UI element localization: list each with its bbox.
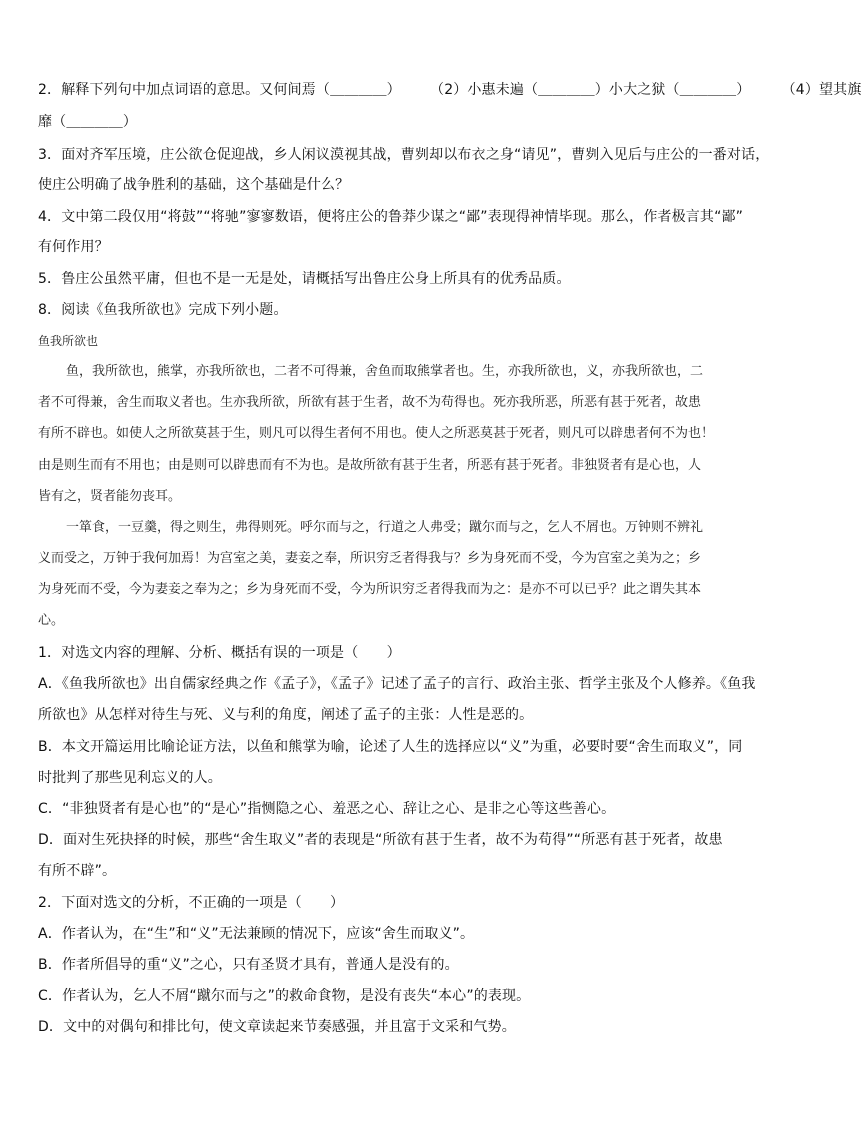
passage-p1-line-3: 有所不辟也。如使人之所欲莫甚于生，则凡可以得生者何不用也。使人之所恶莫甚于死者，则凡可以辟患者何不为也！ xyxy=(38,426,715,441)
sub1-option-a-line-1: A．《鱼我所欲也》出自儒家经典之作《孟子》，《孟子》记述了孟子的言行、政治主张、哲学主张及个人修养。《鱼我 xyxy=(38,676,756,692)
passage-title: 鱼我所欲也 xyxy=(38,334,99,348)
passage-p2-line-4: 心。 xyxy=(38,613,65,628)
passage-p2-line-1: 一箪食，一豆羹，得之则生，弗得则死。呼尔而与之，行道之人弗受；蹴尔而与之，乞人不屑也。万钟则不辨礼 xyxy=(66,520,704,535)
q4-line-2: 有何作用？ xyxy=(38,239,109,255)
q3-line-1: 3．面对齐军压境，庄公欲仓促迎战，乡人闲议漠视其战，曹刿却以布衣之身“请见”，曹刿入见后与庄公的一番对话， xyxy=(38,147,770,163)
q2-text-f: （4）望其旗 xyxy=(781,82,861,98)
q8-heading: 8．阅读《鱼我所欲也》完成下列小题。 xyxy=(38,302,288,318)
sub1-stem: 1．对选文内容的理解、分析、概括有误的一项是（ ） xyxy=(38,645,401,661)
q2-blank-4: ＿＿＿＿ xyxy=(66,114,123,130)
q2-text-e: ） xyxy=(736,82,751,98)
q4-line-1: 4．文中第二段仅用“将鼓”“将驰”寥寥数语，便将庄公的鲁莽少谋之“鄙”表现得神情毕现。那么，作者极言其“鄙” xyxy=(38,209,744,225)
sub1-option-d-line-1: D．面对生死抉择的时候，那些“舍生取义”者的表现是“所欲有甚于生者，故不为苟得”“所恶有甚于死者，故患 xyxy=(38,832,723,848)
sub1-option-a-line-2: 所欲也》从怎样对待生与死、义与利的角度，阐述了孟子的主张：人性是恶的。 xyxy=(38,707,534,723)
q3-line-2: 使庄公明确了战争胜利的基础，这个基础是什么？ xyxy=(38,177,350,193)
sub2-option-b: B．作者所倡导的重“义”之心，只有圣贤才具有，普通人是没有的。 xyxy=(38,957,459,973)
q2-line2-text: 靡（ xyxy=(38,114,67,130)
sub1-option-b-line-1: B．本文开篇运用比喻论证方法，以鱼和熊掌为喻，论述了人生的选择应以“义”为重，必要时要“舍生而取义”，同 xyxy=(38,739,743,755)
q2-text-d: ）小大之狱（ xyxy=(594,82,680,98)
sub2-stem: 2．下面对选文的分析，不正确的一项是（ ） xyxy=(38,895,345,911)
sub2-option-c: C．作者认为，乞人不屑“蹴尔而与之”的救命食物，是没有丧失“本心”的表现。 xyxy=(38,988,531,1004)
passage-p2-line-2: 义而受之，万钟于我何加焉！为宫室之美，妻妾之奉，所识穷乏者得我与？乡为身死而不受，今为宫室之美为之；乡 xyxy=(38,551,702,566)
sub1-option-b-line-2: 时批判了那些见利忘义的人。 xyxy=(38,770,222,786)
q2-blank-2: ＿＿＿＿ xyxy=(538,82,595,98)
q5-line-1: 5．鲁庄公虽然平庸，但也不是一无是处，请概括写出鲁庄公身上所具有的优秀品质。 xyxy=(38,271,571,287)
q2-line2-end: ） xyxy=(122,114,138,130)
passage-p1-line-2: 者不可得兼，舍生而取义者也。生亦我所欲，所欲有甚于生者，故不为苟得也。死亦我所恶，所恶有甚于死者，故患 xyxy=(38,395,702,410)
q2-blank-3: ＿＿＿＿ xyxy=(679,82,737,98)
sub1-option-d-line-2: 有所不辟”。 xyxy=(38,863,117,879)
passage-p1-line-1: 鱼，我所欲也，熊掌，亦我所欲也，二者不可得兼，舍鱼而取熊掌者也。生，亦我所欲也，义，亦我所欲也，二 xyxy=(66,364,704,379)
sub2-option-a: A．作者认为，在“生”和“义”无法兼顾的情况下，应该“舍生而取义”。 xyxy=(38,926,475,942)
q2-text-a: 2．解释下列句中加点词语的意思。又何间焉（ xyxy=(38,82,331,98)
sub2-option-d: D．文中的对偶句和排比句，使文章读起来节奏感强，并且富于文采和气势。 xyxy=(38,1019,516,1035)
passage-p2-line-3: 为身死而不受，今为妻妾之奉为之；乡为身死而不受，今为所识穷乏者得我而为之：是亦不可以已乎？此之谓失其本 xyxy=(38,582,702,597)
q2-text-c: （2）小惠未遍（ xyxy=(430,82,539,98)
sub1-option-c: C．“非独贤者有是心也”的“是心”指恻隐之心、羞恶之心、辞让之心、是非之心等这些善心。 xyxy=(38,801,616,817)
passage-p1-line-4: 由是则生而有不用也；由是则可以辟患而有不为也。是故所欲有甚于生者，所恶有甚于死者。非独贤者有是心也，人 xyxy=(38,458,702,473)
q2-line-2 xyxy=(38,112,760,132)
q2-blank-1: ＿＿＿＿ xyxy=(330,82,387,98)
q2-text-b: ） xyxy=(386,82,401,98)
passage-p1-line-5: 皆有之，贤者能勿丧耳。 xyxy=(38,489,182,504)
q2-line-1 xyxy=(38,80,861,100)
